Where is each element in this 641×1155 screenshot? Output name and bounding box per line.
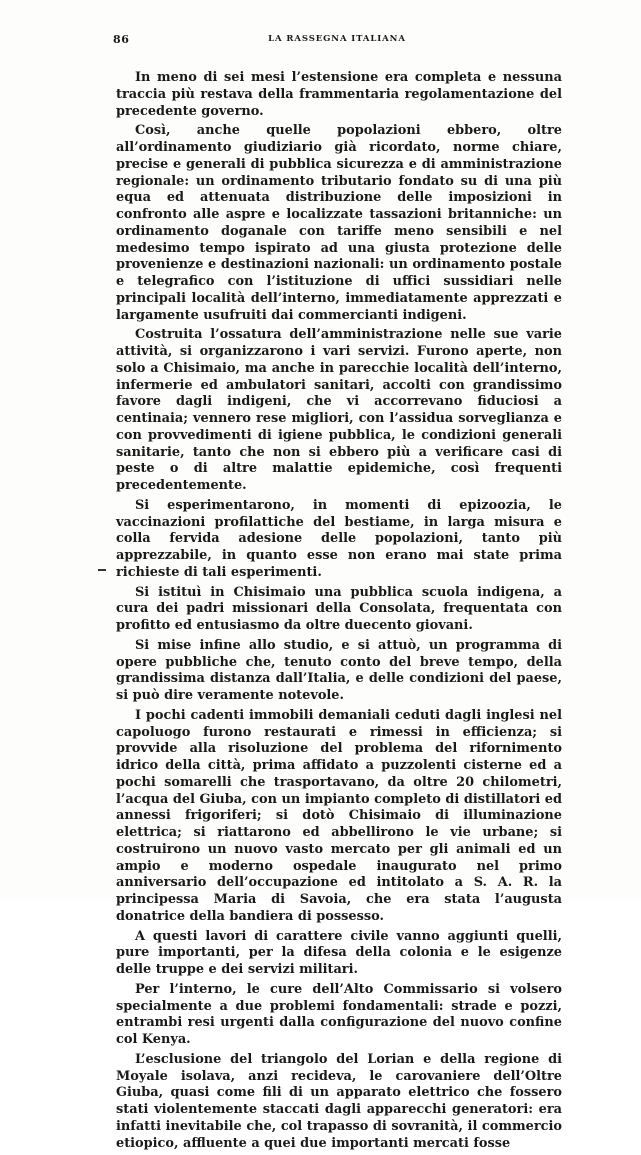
paragraph: I pochi cadenti immobili demaniali ceduti dagli inglesi nel capoluogo furono restaurati e rimessi in efficienza; si provvide alla risoluzione del problema del rifornimento idrico della città, prima affidato a puzzolenti cisterne ed a pochi somarelli che trasportavano, da oltre 20 chilometri, l’acqua del Giuba, con un impianto completo di distillatori ed annessi frigoriferi; si dotò Chisimaio di illuminazione elettrica; si riattarono ed abbellirono le vie urbane; si costruirono un nuovo vasto mercato per gli animali ed un ampio e moderno ospedale inaugurato nel primo anniversario dell’occupazione ed intitolato a S. A. R. la principessa Maria di Savoia, che era stata l’augusta donatrice della bandiera di possesso. xyxy=(116,707,562,924)
running-head xyxy=(113,33,561,47)
paragraph: In meno di sei mesi l’estensione era completa e nessuna traccia più restava della frammentaria regolamentazione del precedente governo. xyxy=(116,70,562,119)
margin-mark xyxy=(98,569,106,571)
paragraph: Si mise infine allo studio, e si attuò, un programma di opere pubbliche che, tenuto conto del breve tempo, della grandissima distanza dall’Italia, e delle condizioni del paese, si può dire veramente notevole. xyxy=(116,637,562,703)
paragraph: Si istituì in Chisimaio una pubblica scuola indigena, a cura dei padri missionari della Consolata, frequentata con profitto ed entusiasmo da oltre duecento giovani. xyxy=(116,584,562,633)
journal-title: LA RASSEGNA ITALIANA xyxy=(268,34,406,44)
paragraph: L’esclusione del triangolo del Lorian e della regione di Moyale isolava, anzi recideva, le carovaniere dell’Oltre Giuba, quasi come fili di un apparato elettrico che fossero stati violentemente staccati dagli apparecchi generatori: era infatti inevitabile che, col trapasso di sovranità, il commercio etiopico, affluente a quei due importanti mercati fosse xyxy=(116,1051,562,1151)
paragraph: Così, anche quelle popolazioni ebbero, oltre all’ordinamento giudiziario già ricordato, norme chiare, precise e generali di pubblica sicurezza e di amministrazione regionale: un ordinamento tributario fondato su di una più equa ed attenuata distribuzione delle imposizioni in confronto alle aspre e localizzate tassazioni britanniche: un ordinamento doganale con tariffe meno sensibili e nel medesimo tempo ispirato ad una giusta protezione delle provenienze e destinazioni nazionali: un ordinamento postale e telegrafico con l’istituzione di uffici sussidiari nelle principali località dell’interno, immediatamente apprezzati e largamente usufruiti dai commercianti indigeni. xyxy=(116,123,562,323)
paragraph: Si esperimentarono, in momenti di epizoozia, le vaccinazioni profilattiche del bestiame, in larga misura e colla fervida adesione delle popolazioni, tanto più apprezzabile, in quanto esse non erano mai state prima richieste di tali esperimenti. xyxy=(116,497,562,580)
paragraph: Costruita l’ossatura dell’amministrazione nelle sue varie attività, si organizzarono i vari servizi. Furono aperte, non solo a Chisimaio, ma anche in parecchie località dell’interno, infermerie ed ambulatori sanitari, accolti con grandissimo favore dagli indigeni, che vi accorrevano fiduciosi a centinaia; vennero rese migliori, con l’assidua sorveglianza e con provvedimenti di igiene pubblica, le condizioni generali sanitarie, tanto che non si ebbero più a verificare casi di peste o di altre malattie epidemiche, così frequenti precedentemente. xyxy=(116,327,562,493)
paragraph: Per l’interno, le cure dell’Alto Commissario si volsero specialmente a due problemi fondamentali: strade e pozzi, entrambi resi urgenti dalla configurazione del nuovo confine col Kenya. xyxy=(116,981,562,1047)
paragraph: A questi lavori di carattere civile vanno aggiunti quelli, pure importanti, per la difesa della colonia e le esigenze delle truppe e dei servizi militari. xyxy=(116,928,562,977)
body-text xyxy=(116,70,562,1155)
page-number: 86 xyxy=(113,33,130,46)
